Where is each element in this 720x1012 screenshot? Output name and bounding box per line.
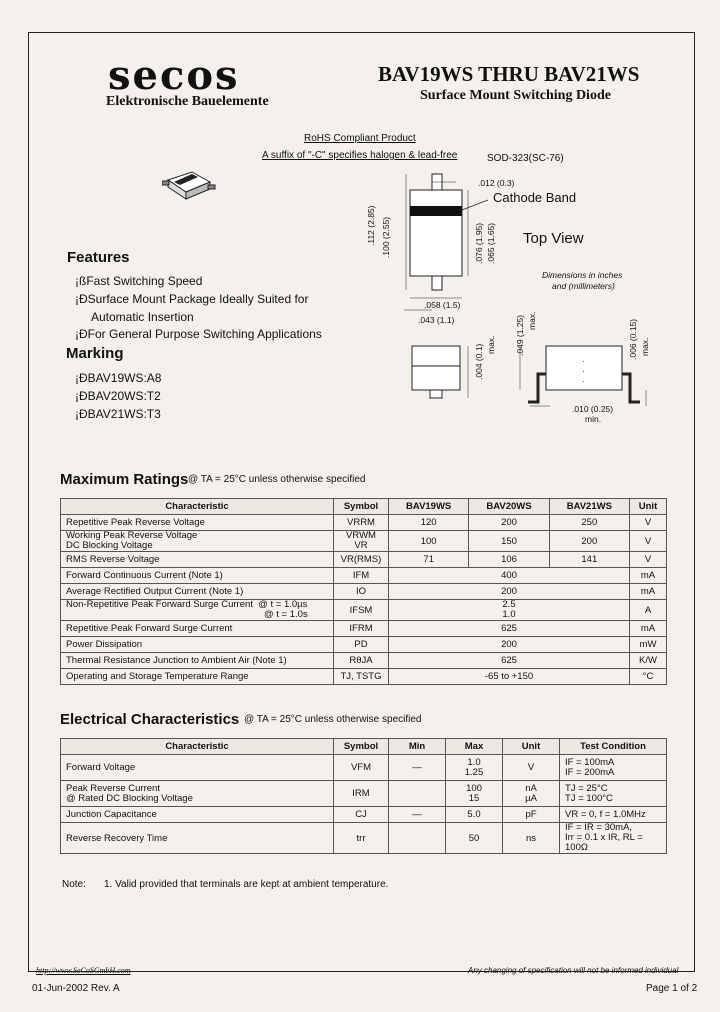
col-header: BAV19WS bbox=[389, 499, 469, 515]
table-row bbox=[61, 568, 667, 584]
top-view-label: Top View bbox=[523, 230, 584, 247]
note-text: 1. Valid provided that terminals are kept at ambient temperature. bbox=[104, 879, 389, 890]
cell: K/W bbox=[630, 653, 667, 669]
elec-heading: Electrical Characteristics bbox=[60, 711, 240, 728]
table-row bbox=[61, 653, 667, 669]
cell: trr bbox=[334, 823, 389, 854]
footer-date: 01-Jun-2002 Rev. A bbox=[32, 983, 120, 994]
dimension-note-2: and (millimeters) bbox=[552, 281, 615, 291]
col-header: Characteristic bbox=[61, 739, 334, 755]
marking-item: ¡ÐBAV20WS:T2 bbox=[75, 389, 161, 403]
svg-text:·: · bbox=[582, 367, 585, 376]
table-header-row bbox=[61, 499, 667, 515]
cell-line: 100 bbox=[466, 782, 482, 794]
cell bbox=[334, 531, 389, 552]
page-title: BAV19WS THRU BAV21WS bbox=[378, 62, 640, 86]
table-row bbox=[61, 584, 667, 600]
cell: RθJA bbox=[334, 653, 389, 669]
cell: -65 to +150 bbox=[389, 669, 630, 685]
cell-line: IF = 100mA bbox=[565, 756, 615, 768]
footer-disclaimer: Any changing of specification will not be informed individual bbox=[468, 966, 679, 975]
cell: 120 bbox=[389, 515, 469, 531]
footer-page: Page 1 of 2 bbox=[646, 983, 698, 994]
col-header: Test Condition bbox=[560, 739, 667, 755]
feature-item: ¡ÐFor General Purpose Switching Applications bbox=[75, 327, 322, 341]
features-heading: Features bbox=[67, 249, 130, 266]
cell-line: VRWM bbox=[346, 530, 376, 541]
marking-item: ¡ÐBAV21WS:T3 bbox=[75, 407, 161, 421]
cell: V bbox=[630, 531, 667, 552]
cell-line: µA bbox=[525, 792, 537, 804]
cell-line: @ t = 1.0s bbox=[264, 609, 308, 620]
table-row bbox=[61, 669, 667, 685]
col-header: Characteristic bbox=[61, 499, 334, 515]
dim-004-max: max. bbox=[486, 335, 496, 354]
cell: V bbox=[630, 552, 667, 568]
dim-006-max: max. bbox=[640, 337, 650, 356]
cell: 400 bbox=[389, 568, 630, 584]
col-header: Symbol bbox=[334, 499, 389, 515]
cell-line: 2.5 bbox=[502, 599, 516, 610]
cell-line: VR bbox=[354, 540, 368, 551]
cell: — bbox=[389, 807, 446, 823]
cell bbox=[61, 531, 334, 552]
marking-item: ¡ÐBAV19WS:A8 bbox=[75, 371, 162, 385]
cell: Power Dissipation bbox=[61, 637, 334, 653]
svg-text:·: · bbox=[582, 377, 585, 386]
cell: Thermal Resistance Junction to Ambient Air (Note 1) bbox=[61, 653, 334, 669]
cell-line: DC Blocking Voltage bbox=[66, 540, 153, 551]
package-dimension-drawing bbox=[360, 170, 680, 440]
cell bbox=[389, 823, 446, 854]
cell: 5.0 bbox=[446, 807, 503, 823]
dim-049: .049 (1.25) bbox=[515, 314, 525, 356]
feature-item: Automatic Insertion bbox=[91, 310, 194, 324]
cell: VR = 0, f = 1.0MHz bbox=[560, 807, 667, 823]
max-ratings-table bbox=[60, 498, 667, 685]
dim-010-min: min. bbox=[585, 414, 602, 424]
cell: 200 bbox=[469, 515, 549, 531]
table-row bbox=[61, 807, 667, 823]
company-logo: secos bbox=[108, 52, 240, 99]
table-row bbox=[61, 823, 667, 854]
cell: 100 bbox=[389, 531, 469, 552]
cell: mA bbox=[630, 584, 667, 600]
bottom-lead bbox=[432, 276, 442, 290]
svg-text:·: · bbox=[582, 357, 585, 366]
cell: IO bbox=[334, 584, 389, 600]
cell-line: IF = 200mA bbox=[565, 766, 615, 778]
cell: Average Rectified Output Current (Note 1) bbox=[61, 584, 334, 600]
cell-line: 1.25 bbox=[464, 766, 484, 778]
feature-item: ¡ßFast Switching Speed bbox=[75, 274, 203, 288]
cell: 625 bbox=[389, 621, 630, 637]
elec-condition: @ TA = 25°C unless otherwise specified bbox=[244, 714, 422, 725]
col-header: Max bbox=[446, 739, 503, 755]
cell: ns bbox=[503, 823, 560, 854]
cell: V bbox=[630, 515, 667, 531]
cell: 71 bbox=[389, 552, 469, 568]
table-row bbox=[61, 621, 667, 637]
dim-012: .012 (0.3) bbox=[478, 178, 515, 188]
cell: V bbox=[503, 755, 560, 781]
table-row bbox=[61, 600, 667, 621]
cell: PD bbox=[334, 637, 389, 653]
cell-line: 1.0 bbox=[502, 609, 516, 620]
cell bbox=[389, 600, 630, 621]
cell: °C bbox=[630, 669, 667, 685]
cell: Repetitive Peak Reverse Voltage bbox=[61, 515, 334, 531]
cell-line: nA bbox=[525, 782, 537, 794]
col-header: Symbol bbox=[334, 739, 389, 755]
cell: 200 bbox=[389, 584, 630, 600]
max-ratings-condition: @ TA = 25°C unless otherwise specified bbox=[188, 474, 366, 485]
cell: VR(RMS) bbox=[334, 552, 389, 568]
cell-line: Peak Reverse Current bbox=[66, 782, 160, 794]
cell: mW bbox=[630, 637, 667, 653]
company-tagline: Elektronische Bauelemente bbox=[106, 94, 269, 109]
cell: Reverse Recovery Time bbox=[61, 823, 334, 854]
cell: TJ, TSTG bbox=[334, 669, 389, 685]
cell: IRM bbox=[334, 781, 389, 807]
note-label: Note: bbox=[62, 879, 86, 890]
dim-058: .058 (1.5) bbox=[424, 300, 461, 310]
cell: Forward Voltage bbox=[61, 755, 334, 781]
cell: CJ bbox=[334, 807, 389, 823]
cell: 106 bbox=[469, 552, 549, 568]
rohs-text: RoHS Compliant Product bbox=[304, 133, 416, 144]
cell: mA bbox=[630, 621, 667, 637]
dim-043: .043 (1.1) bbox=[418, 315, 455, 325]
col-header: BAV21WS bbox=[549, 499, 629, 515]
cell bbox=[61, 600, 334, 621]
dim-076: .076 (1.95) bbox=[474, 222, 484, 264]
cell bbox=[389, 781, 446, 807]
cell: Junction Capacitance bbox=[61, 807, 334, 823]
col-header: Unit bbox=[503, 739, 560, 755]
cell: IFSM bbox=[334, 600, 389, 621]
max-ratings-heading: Maximum Ratings bbox=[60, 471, 189, 488]
cell: A bbox=[630, 600, 667, 621]
table-row bbox=[61, 552, 667, 568]
cell: 150 bbox=[469, 531, 549, 552]
cell: RMS Reverse Voltage bbox=[61, 552, 334, 568]
package-name: SOD-323(SC-76) bbox=[487, 153, 564, 164]
cell bbox=[560, 781, 667, 807]
table-row bbox=[61, 515, 667, 531]
table-row bbox=[61, 637, 667, 653]
cell-line: @ Rated DC Blocking Voltage bbox=[66, 792, 193, 804]
dim-006: .006 (0.15) bbox=[628, 318, 638, 360]
dim-004: .004 (0.1) bbox=[474, 343, 484, 380]
cell: 250 bbox=[549, 515, 629, 531]
cell-line: Irr = 0.1 x IR, RL = 100Ω bbox=[565, 832, 643, 853]
page-subtitle: Surface Mount Switching Diode bbox=[420, 88, 611, 103]
dim-010: .010 (0.25) bbox=[572, 404, 614, 414]
cell: 625 bbox=[389, 653, 630, 669]
top-view-body bbox=[410, 190, 462, 276]
cell: 50 bbox=[446, 823, 503, 854]
cell: mA bbox=[630, 568, 667, 584]
side-view-body bbox=[412, 346, 460, 390]
dim-065: .065 (1.65) bbox=[486, 222, 496, 264]
cell bbox=[560, 755, 667, 781]
cell-line: TJ = 100°C bbox=[565, 792, 613, 804]
cell-line: 15 bbox=[468, 792, 480, 804]
col-header: Min bbox=[389, 739, 446, 755]
cell bbox=[446, 781, 503, 807]
footer-url[interactable]: http://www.SeCoSGmbH.com bbox=[36, 966, 131, 975]
cell: pF bbox=[503, 807, 560, 823]
table-row bbox=[61, 531, 667, 552]
cell: 200 bbox=[389, 637, 630, 653]
elec-table bbox=[60, 738, 667, 854]
suffix-text: A suffix of "-C" specifies halogen & lead-free bbox=[262, 150, 458, 161]
cell-line: Working Peak Reverse Voltage bbox=[66, 530, 198, 541]
cell: IFRM bbox=[334, 621, 389, 637]
cell: Operating and Storage Temperature Range bbox=[61, 669, 334, 685]
cell: IFM bbox=[334, 568, 389, 584]
cell: 200 bbox=[549, 531, 629, 552]
package-3d-icon bbox=[162, 166, 216, 206]
feature-item: ¡ÐSurface Mount Package Ideally Suited for bbox=[75, 292, 309, 306]
cell bbox=[61, 781, 334, 807]
cell-line: 1.0 bbox=[467, 756, 481, 768]
cell-line: @ t = 1.0µs bbox=[258, 599, 308, 610]
col-header: BAV20WS bbox=[469, 499, 549, 515]
cell-line: Non-Repetitive Peak Forward Surge Current bbox=[66, 599, 253, 610]
col-header: Unit bbox=[630, 499, 667, 515]
cell bbox=[560, 823, 667, 854]
dim-100: .100 (2.55) bbox=[381, 216, 391, 258]
table-row bbox=[61, 781, 667, 807]
cell-line: TJ = 25°C bbox=[565, 782, 608, 794]
table-header-row bbox=[61, 739, 667, 755]
cell: 141 bbox=[549, 552, 629, 568]
cell: Repetitive Peak Forward Surge Current bbox=[61, 621, 334, 637]
cell bbox=[446, 755, 503, 781]
dimension-note-1: Dimensions in inches bbox=[542, 270, 623, 280]
cell: VFM bbox=[334, 755, 389, 781]
table-row bbox=[61, 755, 667, 781]
cell-line: IF = IR = 30mA, bbox=[565, 822, 633, 833]
cell: Forward Continuous Current (Note 1) bbox=[61, 568, 334, 584]
cell bbox=[503, 781, 560, 807]
marking-heading: Marking bbox=[66, 345, 124, 362]
dim-049-max: max. bbox=[527, 311, 537, 330]
cathode-band bbox=[410, 206, 462, 216]
cell: VRRM bbox=[334, 515, 389, 531]
cathode-band-label: Cathode Band bbox=[493, 190, 577, 205]
dim-112: .112 (2.85) bbox=[366, 205, 376, 246]
cell: — bbox=[389, 755, 446, 781]
